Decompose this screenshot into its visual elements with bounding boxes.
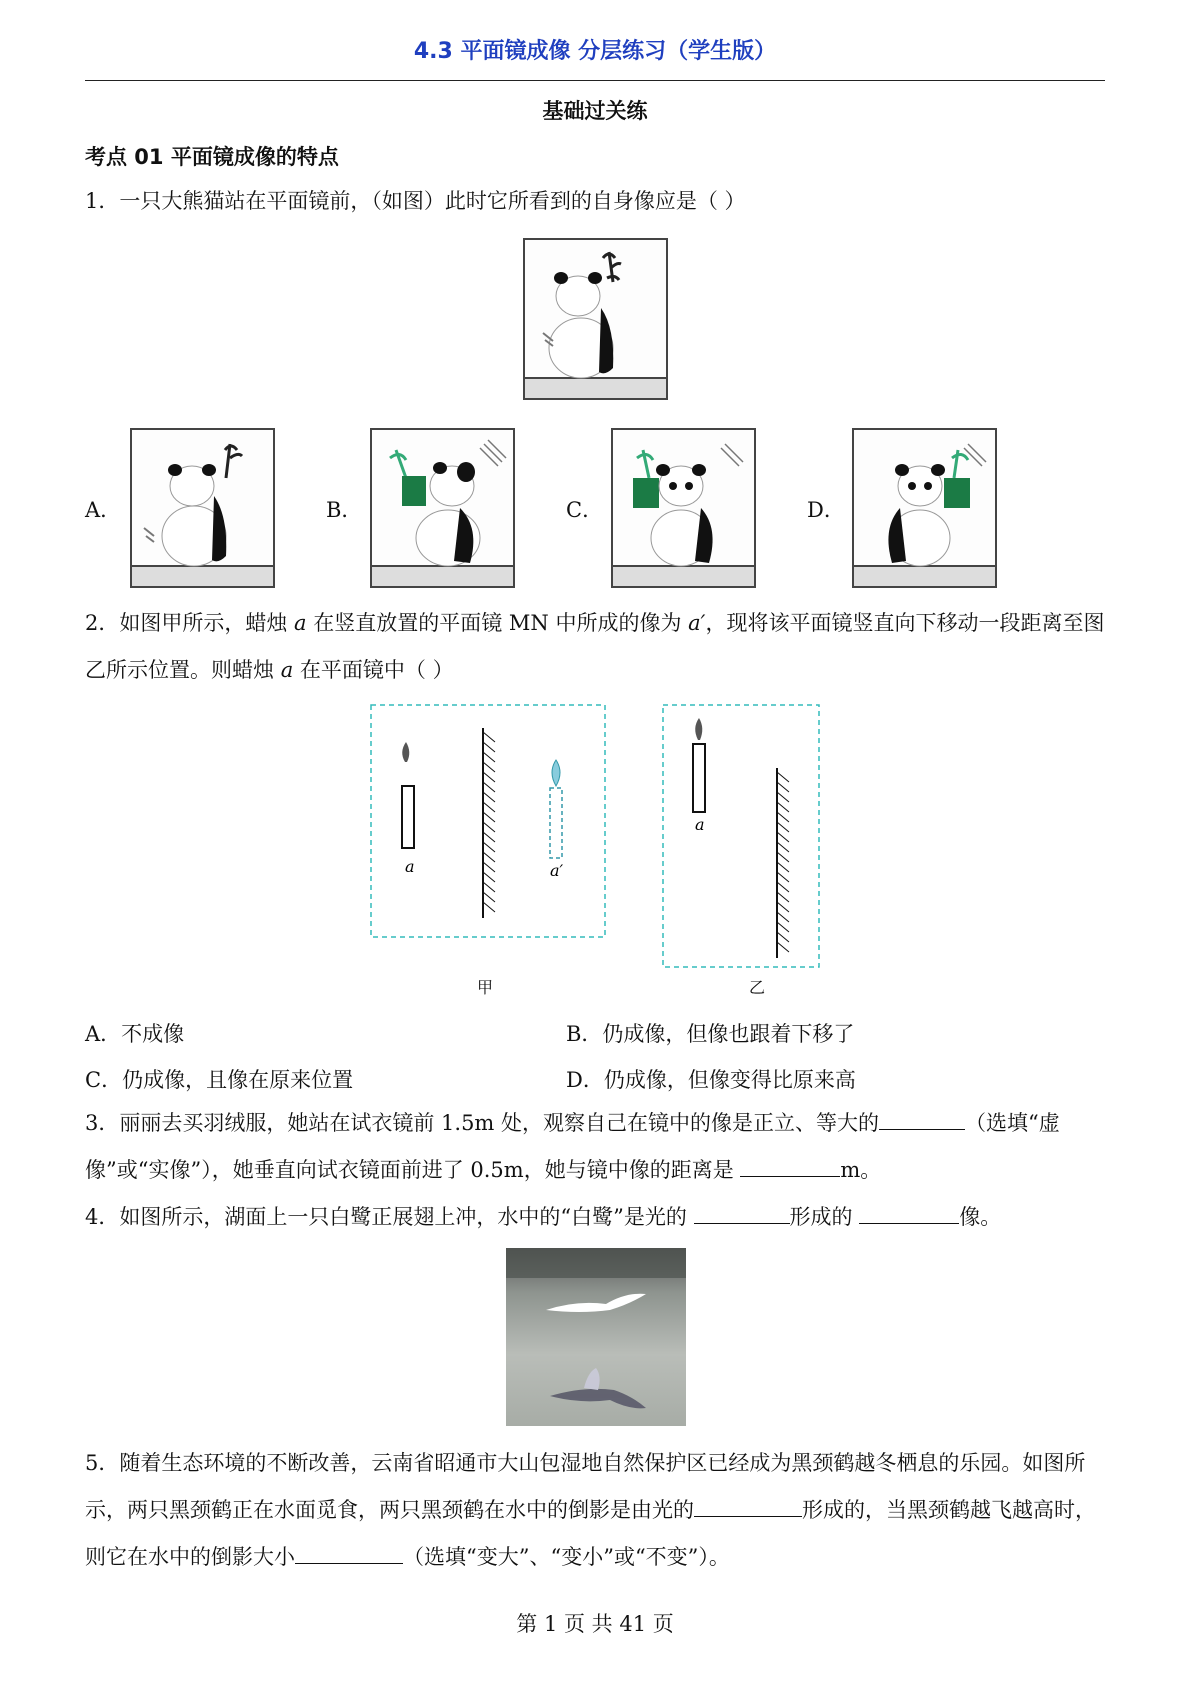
q1-option-b-label: B． [326, 498, 363, 522]
q4-blank-2[interactable] [859, 1203, 959, 1224]
q2-option-d: D．仍成像，但像变得比原来高 [566, 1068, 856, 1092]
header-rule [85, 80, 1105, 81]
panda-mirror-figure [523, 238, 668, 400]
caption-jia: 甲 [477, 978, 494, 997]
q5-blank-2[interactable] [295, 1543, 403, 1564]
q1-option-a-figure [130, 428, 275, 588]
q2-option-c: C．仍成像，且像在原来位置 [85, 1068, 354, 1092]
candle-label-a-prime: a′ [550, 861, 564, 880]
q1-option-c-label: C． [566, 498, 604, 522]
question-4-text: 4．如图所示，湖面上一只白鹭正展翅上冲，水中的“白鹭”是光的 形成的 像。 [85, 1205, 1002, 1229]
section-title: 基础过关练 [542, 99, 648, 123]
question-2-text: 2．如图甲所示，蜡烛 a 在竖直放置的平面镜 MN 中所成的像为 a′，现将该平面镜竖直向下移动一段距离至图乙所示位置。则蜡烛 a 在平面镜中（ ） [85, 611, 1105, 682]
question-1-text: 1．一只大熊猫站在平面镜前，（如图）此时它所看到的自身像应是（ ） [85, 189, 746, 213]
q1-option-d-figure [852, 428, 997, 588]
page-title: 4.3 平面镜成像 分层练习（学生版） [413, 39, 777, 64]
q5-blank-1[interactable] [694, 1496, 802, 1517]
q3-blank-2[interactable] [740, 1156, 840, 1177]
candle-label-a-yi: a [695, 815, 705, 834]
candle-figure-yi [662, 704, 822, 970]
question-3-text: 3．丽丽去买羽绒服，她站在试衣镜前 1.5m 处，观察自己在镜中的像是正立、等大的 （选填“虚像”或“实像”），她垂直向试衣镜面前进了 0.5m，她与镜中像的距离是 m。 [85, 1111, 1060, 1182]
egret-photo [506, 1248, 686, 1426]
candle-label-a: a [405, 857, 415, 876]
q3-blank-1[interactable] [879, 1109, 965, 1130]
q2-option-a: A．不成像 [85, 1022, 185, 1046]
candle-figure-jia [370, 704, 608, 940]
q4-blank-1[interactable] [694, 1203, 790, 1224]
q1-option-a-label: A． [85, 498, 122, 522]
q1-option-c-figure [611, 428, 756, 588]
page-footer: 第 1 页 共 41 页 [516, 1612, 674, 1636]
question-5-text: 5．随着生态环境的不断改善，云南省昭通市大山包湿地自然保护区已经成为黑颈鹤越冬栖息的乐园。如图所示，两只黑颈鹤正在水面觅食，两只黑颈鹤在水中的倒影是由光的 形成的，当黑颈鹤越飞越高时，则它在水中的倒影大小 （选填“变大”、“变小”或“不变”）。 [85, 1451, 1096, 1569]
caption-yi: 乙 [749, 978, 766, 997]
q2-option-b: B．仍成像，但像也跟着下移了 [566, 1022, 855, 1046]
q1-option-b-figure [370, 428, 515, 588]
q1-option-d-label: D． [807, 498, 845, 522]
topic-heading: 考点 01 平面镜成像的特点 [85, 145, 339, 169]
